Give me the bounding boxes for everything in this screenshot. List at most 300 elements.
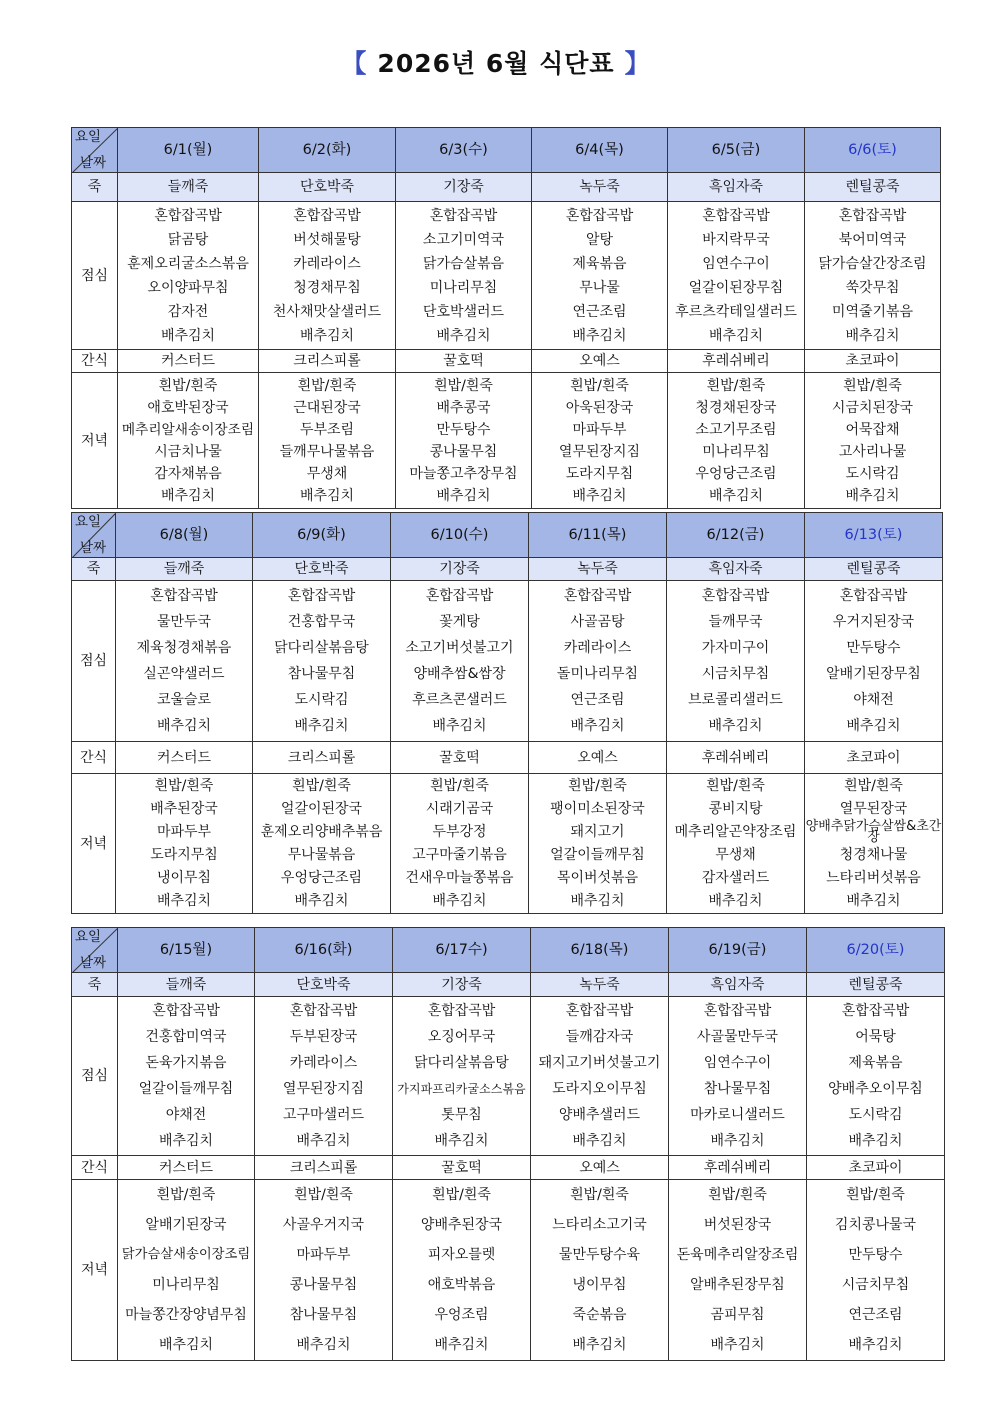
dinner-cell (393, 1180, 531, 1361)
menu-item: 알배기된장무침 (826, 666, 921, 682)
menu-item: 닭다리살볶음탕 (274, 640, 369, 656)
menu-item: 배추된장국 (150, 800, 218, 817)
menu-item: 두부강정 (432, 823, 487, 840)
date-header: 6/10(수) (391, 513, 529, 558)
snack-cell: 커스터드 (118, 1156, 255, 1180)
menu-item: 죽순볶음 (572, 1307, 627, 1323)
corner-label-date: 날짜 (80, 955, 107, 971)
menu-item: 들깨무국 (708, 614, 763, 630)
porridge-cell: 단호박죽 (253, 558, 391, 581)
menu-item: 혼합잡곡밥 (287, 588, 356, 604)
menu-item: 소고기버섯불고기 (405, 640, 514, 656)
menu-item: 마파두부 (296, 1247, 351, 1263)
menu-item: 단호박샐러드 (422, 303, 505, 320)
menu-item: 아욱된장국 (565, 399, 634, 416)
menu-item: 얼갈이들깨무침 (550, 846, 645, 863)
title-bracket-left: 【 (341, 49, 368, 78)
menu-item: 얼갈이된장국 (280, 800, 363, 817)
menu-item: 연근조림 (572, 303, 627, 320)
menu-item: 피자오믈렛 (427, 1247, 496, 1263)
date-header: 6/13(토) (805, 513, 943, 558)
menu-item: 시금치된장국 (831, 399, 914, 416)
porridge-row (72, 558, 943, 581)
dinner-cell (532, 373, 668, 509)
menu-item: 돼지고기버섯불고기 (538, 1055, 661, 1071)
menu-item: 배추김치 (160, 327, 216, 344)
menu-item: 흰밥/흰죽 (154, 777, 214, 794)
menu-item: 배추김치 (710, 1133, 765, 1149)
snack-cell: 후레쉬베리 (668, 350, 805, 373)
menu-item: 건새우마늘쫑볶음 (405, 869, 514, 886)
menu-item: 흰밥/흰죽 (570, 1187, 629, 1203)
menu-item: 흰밥/흰죽 (706, 777, 765, 794)
menu-item: 닭다리살볶음탕 (414, 1055, 509, 1071)
menu-item: 들깨감자국 (565, 1029, 634, 1045)
snack-cell: 크리스피롤 (253, 742, 391, 774)
porridge-cell: 흑임자죽 (667, 558, 805, 581)
menu-item: 고구마줄기볶음 (412, 846, 507, 863)
lunch-cell (259, 202, 396, 350)
menu-item: 배추김치 (708, 718, 763, 734)
dinner-row (72, 1180, 945, 1361)
corner-label-date: 날짜 (80, 540, 107, 556)
porridge-label: 죽 (72, 558, 116, 581)
menu-item: 흰밥/흰죽 (158, 377, 218, 394)
menu-item: 혼합잡곡밥 (703, 1003, 772, 1019)
porridge-cell: 렌틸콩죽 (805, 558, 943, 581)
menu-item: 두부된장국 (289, 1029, 358, 1045)
menu-item: 소고기무조림 (695, 421, 777, 438)
snack-cell: 후레쉬베리 (669, 1156, 807, 1180)
lunch-cell (118, 997, 255, 1156)
corner-label-day: 요일 (75, 129, 102, 145)
menu-item: 마늘쫑간장양념무침 (125, 1307, 247, 1323)
menu-item: 혼합잡곡밥 (150, 588, 218, 604)
snack-cell: 크리스피롤 (255, 1156, 393, 1180)
menu-item: 메추리알곤약장조림 (674, 823, 797, 840)
lunch-row (72, 997, 945, 1156)
menu-item: 혼합잡곡밥 (429, 207, 498, 224)
menu-item: 오징어무국 (427, 1029, 496, 1045)
menu-item: 닭가슴살볶음 (422, 255, 505, 272)
menu-item: 어묵탕 (855, 1029, 896, 1045)
menu-item: 훈제오리굴소스볶음 (127, 255, 249, 272)
menu-item: 무생채 (306, 465, 348, 482)
menu-item: 냉이무침 (572, 1277, 627, 1293)
menu-item: 미나리무침 (702, 443, 770, 460)
menu-item: 흰밥/흰죽 (156, 1187, 216, 1203)
snack-row (72, 1156, 945, 1180)
dinner-cell (259, 373, 396, 509)
dinner-cell (529, 774, 667, 914)
snack-label: 간식 (72, 742, 116, 774)
lunch-cell (669, 997, 807, 1156)
menu-item: 닭가슴살간장조림 (818, 255, 927, 272)
menu-item: 버섯해물탕 (293, 231, 361, 248)
menu-item: 혼합잡곡밥 (427, 1003, 496, 1019)
snack-cell: 후레쉬베리 (667, 742, 805, 774)
dinner-cell (668, 373, 805, 509)
menu-item: 가지파프리카굴소스볶음 (397, 1082, 526, 1096)
menu-item: 돈육메추리알장조림 (676, 1247, 799, 1263)
menu-item: 소고기미역국 (422, 231, 505, 248)
porridge-cell: 기장죽 (393, 973, 531, 997)
menu-item: 닭가슴살새송이장조림 (121, 1247, 251, 1262)
menu-item: 배추김치 (572, 1337, 627, 1353)
menu-item: 흰밥/흰죽 (292, 777, 351, 794)
day-date-corner (72, 928, 118, 973)
menu-item: 배추김치 (708, 327, 764, 344)
menu-item: 돈육가지볶음 (145, 1055, 227, 1071)
snack-cell: 꿀호떡 (396, 350, 532, 373)
menu-item: 카레라이스 (563, 640, 632, 656)
menu-item: 도라지오이무침 (552, 1081, 647, 1097)
corner-label-day: 요일 (75, 929, 102, 945)
snack-cell: 초코파이 (805, 742, 943, 774)
menu-item: 혼합잡곡밥 (289, 1003, 358, 1019)
corner-label-day: 요일 (75, 514, 102, 530)
menu-item: 배추김치 (845, 327, 900, 344)
menu-item: 도라지무침 (150, 846, 218, 863)
menu-item: 제육볶음 (572, 255, 627, 272)
menu-item: 목이버섯볶음 (556, 869, 639, 886)
menu-item: 청경채나물 (839, 846, 908, 863)
menu-item: 애호박된장국 (147, 399, 229, 416)
menu-item: 만두탕수 (846, 640, 901, 656)
menu-item: 톳무침 (441, 1107, 482, 1123)
lunch-label: 점심 (72, 581, 116, 742)
date-header: 6/11(목) (529, 513, 667, 558)
menu-item: 배추김치 (434, 1337, 489, 1353)
menu-item: 배추콩국 (436, 399, 491, 416)
menu-item: 흰밥/흰죽 (843, 377, 902, 394)
menu-item: 시금치무침 (841, 1277, 910, 1293)
menu-item: 야채전 (853, 692, 894, 708)
menu-item: 임연수구이 (702, 255, 770, 272)
lunch-label: 점심 (72, 202, 118, 350)
dinner-cell (116, 774, 253, 914)
menu-item: 우엉조림 (434, 1307, 489, 1323)
menu-item: 혼합잡곡밥 (565, 1003, 634, 1019)
lunch-cell (532, 202, 668, 350)
menu-item: 혼합잡곡밥 (152, 1003, 220, 1019)
menu-item: 배추김치 (434, 1133, 489, 1149)
lunch-cell (805, 202, 941, 350)
dinner-label: 저녁 (72, 774, 116, 914)
menu-item: 고사리나물 (838, 443, 907, 460)
snack-label: 간식 (72, 1156, 118, 1180)
porridge-cell: 들깨죽 (118, 973, 255, 997)
menu-item: 냉이무침 (156, 869, 212, 886)
snack-cell: 오예스 (532, 350, 668, 373)
menu-item: 배추김치 (432, 892, 487, 909)
menu-item: 팽이미소된장국 (550, 800, 645, 817)
menu-item: 얼갈이된장무침 (688, 279, 784, 296)
menu-item: 만두탕수 (848, 1247, 903, 1263)
menu-item: 어묵잡채 (845, 421, 900, 438)
date-header: 6/2(화) (259, 128, 396, 173)
menu-item: 시금치무침 (701, 666, 770, 682)
porridge-cell: 렌틸콩죽 (805, 173, 941, 202)
menu-item: 느타리버섯볶음 (826, 869, 921, 886)
menu-item: 배추김치 (299, 487, 355, 504)
day-date-corner (72, 128, 118, 173)
porridge-label: 죽 (72, 973, 118, 997)
menu-item: 미나리무침 (429, 279, 498, 296)
title-text: 2026년 6월 식단표 (377, 49, 615, 78)
dinner-row (72, 774, 943, 914)
date-header: 6/12(금) (667, 513, 805, 558)
menu-item: 알탕 (585, 231, 614, 248)
menu-item: 혼합잡곡밥 (702, 207, 770, 224)
dinner-label: 저녁 (72, 1180, 118, 1361)
menu-item: 혼합잡곡밥 (701, 588, 770, 604)
menu-item: 알배기된장국 (145, 1217, 227, 1233)
porridge-cell: 기장죽 (396, 173, 532, 202)
menu-item: 청경채무침 (293, 279, 361, 296)
menu-item: 배추김치 (708, 892, 763, 909)
menu-item: 알배추된장무침 (690, 1277, 785, 1293)
menu-item: 배추김치 (294, 892, 349, 909)
menu-item: 배추김치 (156, 718, 212, 734)
dinner-row (72, 373, 941, 509)
menu-item: 감자샐러드 (701, 869, 770, 886)
date-header: 6/8(월) (116, 513, 253, 558)
menu-item: 양배추오이무침 (828, 1081, 923, 1097)
menu-item: 임연수구이 (703, 1055, 772, 1071)
porridge-cell: 녹두죽 (529, 558, 667, 581)
menu-item: 도시락김 (848, 1107, 903, 1123)
header-row (72, 128, 941, 173)
menu-item: 우엉당근조림 (280, 869, 363, 886)
lunch-cell (667, 581, 805, 742)
menu-item: 건홍합미역국 (145, 1029, 227, 1045)
menu-item: 혼합잡곡밥 (425, 588, 494, 604)
lunch-cell (391, 581, 529, 742)
menu-item: 배추김치 (296, 1133, 351, 1149)
menu-item: 배추김치 (158, 1133, 214, 1149)
menu-item: 흰밥/흰죽 (568, 777, 627, 794)
menu-item: 사골곰탕 (570, 614, 625, 630)
porridge-cell: 렌틸콩죽 (807, 973, 945, 997)
menu-item: 무나물볶음 (287, 846, 356, 863)
menu-item: 혼합잡곡밥 (154, 207, 222, 224)
menu-item: 배추김치 (299, 327, 355, 344)
dinner-cell (805, 774, 943, 914)
header-row (72, 928, 945, 973)
lunch-row (72, 581, 943, 742)
menu-item: 흰밥/흰죽 (708, 1187, 767, 1203)
menu-item: 배추김치 (436, 327, 491, 344)
menu-item: 카레라이스 (289, 1055, 358, 1071)
snack-label: 간식 (72, 350, 118, 373)
lunch-cell (116, 581, 253, 742)
date-header: 6/6(토) (805, 128, 941, 173)
menu-item: 배추김치 (158, 1337, 214, 1353)
date-header: 6/1(월) (118, 128, 259, 173)
menu-item: 시금치나물 (154, 443, 222, 460)
date-header: 6/16(화) (255, 928, 393, 973)
menu-item: 양배추닭가슴살쌈&초간장 (805, 818, 942, 845)
snack-row (72, 742, 943, 774)
week-2-table (71, 512, 943, 914)
menu-item: 배추김치 (572, 487, 627, 504)
menu-item: 배추김치 (294, 718, 349, 734)
menu-item: 양배추쌈&쌈장 (413, 666, 506, 682)
menu-item: 흰밥/흰죽 (430, 777, 489, 794)
menu-item: 고구마샐러드 (282, 1107, 365, 1123)
menu-item: 흰밥/흰죽 (432, 1187, 491, 1203)
porridge-cell: 들깨죽 (116, 558, 253, 581)
menu-item: 무나물 (579, 279, 620, 296)
menu-item: 돌미나리무침 (556, 666, 639, 682)
lunch-cell (531, 997, 669, 1156)
menu-item: 양배추된장국 (420, 1217, 503, 1233)
menu-item: 오이양파무침 (147, 279, 229, 296)
menu-item: 배추김치 (846, 718, 901, 734)
menu-item: 마카로니샐러드 (690, 1107, 785, 1123)
menu-item: 물만두탕수육 (558, 1247, 641, 1263)
menu-item: 브로콜리샐러드 (688, 692, 783, 708)
menu-item: 제육청경채볶음 (136, 640, 232, 656)
menu-item: 코울슬로 (156, 692, 212, 708)
menu-item: 건홍합무국 (287, 614, 356, 630)
menu-item: 배추김치 (848, 1133, 903, 1149)
lunch-row (72, 202, 941, 350)
menu-item: 참나물무침 (703, 1081, 772, 1097)
menu-item: 배추김치 (432, 718, 487, 734)
menu-item: 혼합잡곡밥 (565, 207, 634, 224)
menu-item: 우엉당근조림 (695, 465, 777, 482)
menu-item: 배추김치 (160, 487, 216, 504)
lunch-cell (668, 202, 805, 350)
menu-item: 애호박볶음 (427, 1277, 496, 1293)
menu-item: 혼합잡곡밥 (838, 207, 907, 224)
menu-item: 야채전 (165, 1107, 207, 1123)
snack-cell: 꿀호떡 (391, 742, 529, 774)
lunch-cell (805, 581, 943, 742)
menu-item: 사골우거지국 (282, 1217, 365, 1233)
menu-item: 흰밥/흰죽 (570, 377, 629, 394)
page-title (0, 44, 992, 80)
menu-item: 혼합잡곡밥 (293, 207, 361, 224)
menu-item: 배추김치 (710, 1337, 765, 1353)
dinner-label: 저녁 (72, 373, 118, 509)
menu-item: 두부조림 (299, 421, 355, 438)
porridge-cell: 흑임자죽 (669, 973, 807, 997)
menu-item: 연근조림 (848, 1307, 903, 1323)
menu-item: 콩비지탕 (708, 800, 763, 817)
menu-item: 배추김치 (848, 1337, 903, 1353)
menu-item: 미역줄기볶음 (831, 303, 914, 320)
menu-item: 무생채 (715, 846, 756, 863)
menu-item: 혼합잡곡밥 (839, 588, 908, 604)
dinner-cell (807, 1180, 945, 1361)
porridge-cell: 기장죽 (391, 558, 529, 581)
dinner-cell (255, 1180, 393, 1361)
menu-item: 꽃게탕 (439, 614, 480, 630)
week-1-table (71, 127, 941, 509)
menu-item: 배추김치 (156, 892, 212, 909)
dinner-cell (391, 774, 529, 914)
snack-cell: 오예스 (531, 1156, 669, 1180)
lunch-cell (529, 581, 667, 742)
menu-item: 마파두부 (156, 823, 212, 840)
corner-label-date: 날짜 (80, 155, 107, 171)
menu-item: 마늘쫑고추장무침 (409, 465, 518, 482)
menu-item: 청경채된장국 (695, 399, 777, 416)
menu-item: 마파두부 (572, 421, 627, 438)
day-date-corner (72, 513, 116, 558)
date-header: 6/19(금) (669, 928, 807, 973)
date-header: 6/17수) (393, 928, 531, 973)
menu-item: 근대된장국 (293, 399, 361, 416)
menu-item: 참나물무침 (287, 666, 356, 682)
porridge-cell: 흑임자죽 (668, 173, 805, 202)
dinner-cell (805, 373, 941, 509)
dinner-cell (118, 1180, 255, 1361)
menu-item: 도라지무침 (565, 465, 634, 482)
menu-item: 배추김치 (572, 327, 627, 344)
menu-item: 바지락무국 (702, 231, 770, 248)
porridge-cell: 녹두죽 (531, 973, 669, 997)
date-header: 6/18(목) (531, 928, 669, 973)
menu-item: 양배추샐러드 (558, 1107, 641, 1123)
lunch-label: 점심 (72, 997, 118, 1156)
menu-item: 연근조림 (570, 692, 625, 708)
porridge-cell: 들깨죽 (118, 173, 259, 202)
menu-item: 배추김치 (845, 487, 900, 504)
date-header: 6/3(수) (396, 128, 532, 173)
menu-item: 미나리무침 (152, 1277, 220, 1293)
menu-item: 버섯된장국 (703, 1217, 772, 1233)
menu-item: 닭곰탕 (167, 231, 209, 248)
menu-item: 흰밥/흰죽 (434, 377, 493, 394)
snack-cell: 꿀호떡 (393, 1156, 531, 1180)
menu-item: 열무된장지짐 (558, 443, 641, 460)
week-3-table (71, 927, 945, 1361)
menu-item: 얼갈이들깨무침 (138, 1081, 234, 1097)
menu-item: 배추김치 (572, 1133, 627, 1149)
menu-item: 제육볶음 (848, 1055, 903, 1071)
date-header: 6/20(토) (807, 928, 945, 973)
lunch-cell (255, 997, 393, 1156)
dinner-cell (253, 774, 391, 914)
snack-cell: 초코파이 (805, 350, 941, 373)
menu-item: 북어미역국 (838, 231, 907, 248)
menu-item: 가자미구이 (701, 640, 770, 656)
lunch-cell (393, 997, 531, 1156)
menu-item: 느타리소고기국 (552, 1217, 647, 1233)
snack-cell: 커스터드 (116, 742, 253, 774)
menu-item: 천사채맛살샐러드 (272, 303, 382, 320)
menu-item: 훈제오리양배추볶음 (260, 823, 383, 840)
dinner-cell (396, 373, 532, 509)
menu-item: 메추리알새송이장조림 (121, 421, 255, 438)
menu-item: 열무된장국 (839, 800, 908, 817)
porridge-row (72, 973, 945, 997)
menu-item: 돼지고기 (570, 823, 625, 840)
date-header: 6/15월) (118, 928, 255, 973)
menu-item: 도시락김 (845, 465, 900, 482)
date-header: 6/5(금) (668, 128, 805, 173)
menu-item: 감자채볶음 (154, 465, 222, 482)
menu-item: 배추김치 (570, 892, 625, 909)
menu-item: 흰밥/흰죽 (297, 377, 357, 394)
menu-item: 시래기곰국 (425, 800, 494, 817)
menu-item: 들깨무나물볶음 (279, 443, 375, 460)
date-header: 6/9(화) (253, 513, 391, 558)
